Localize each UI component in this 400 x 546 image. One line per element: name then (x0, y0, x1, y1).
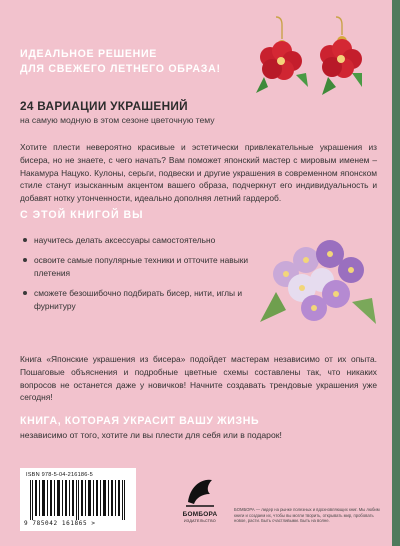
publisher-note: БОМБОРА — лидер на рынке полезных и вдохновляющих книг. Мы любим книги и создаем их, чтобы вы могли творить, открывать мир, пробовать новое, расти. Быть счастливыми. Быть на волне. (234, 507, 380, 524)
headline-line-2: ДЛЯ СВЕЖЕГО ЛЕТНЕГО ОБРАЗА! (20, 62, 221, 75)
final-title: КНИГА, КОТОРАЯ УКРАСИТ ВАШУ ЖИЗНЬ (20, 415, 260, 427)
benefit-text: сможете безошибочно подбирать бисер, нити, иглы и фурнитуру (34, 288, 243, 311)
variations-subtitle: на самую модную в этом сезоне цветочную тему (20, 115, 215, 125)
bombora-logo-icon (180, 472, 220, 512)
publisher-name: БОМБОРА (182, 511, 218, 518)
headline-line-1: ИДЕАЛЬНОЕ РЕШЕНИЕ (20, 48, 158, 60)
bullet-icon (23, 291, 27, 295)
barcode-bars-icon (30, 480, 126, 520)
benefit-text: научитесь делать аксессуары самостоятельно (34, 235, 216, 245)
bullet-icon (23, 238, 27, 242)
benefits-list (20, 234, 260, 320)
bullet-icon (23, 258, 27, 262)
isbn-label: ISBN 978-5-04-216186-5 (26, 472, 93, 478)
book-spine-edge (392, 0, 400, 546)
description-paragraph: Книга «Японские украшения из бисера» подойдет мастерам независимо от их опыта. Пошаговые объяснения и подробные цветные схемы составлены так, что никаких вопросов не останется даже у новичков! Начните создавать трендовые украшения уже сегодня! (20, 354, 377, 403)
red-flower-earrings-image (246, 15, 366, 115)
barcode-digits: 9 785042 161865 > (24, 520, 96, 527)
intro-paragraph: Хотите плести невероятно красивые и эстетически привлекательные украшения из бисера, но не знаете, с чего начать? Вам поможет японский мастер с мировым именем – Накамура Нацуко. Кулоны, серьги, подвески и другие украшения в современном японском стиле станут изысканным акцентом вашего образа, подчеркнут его индивидуальность и добавят нотку утонченности, идеально дополняя летний гардероб. (20, 142, 377, 204)
benefit-item (20, 287, 260, 312)
benefit-text: освоите самые популярные техники и отточите навыки плетения (34, 255, 249, 278)
benefit-item (20, 254, 260, 279)
benefit-item (20, 234, 260, 246)
purple-beaded-flowers-image (256, 232, 382, 342)
with-book-title: С ЭТОЙ КНИГОЙ ВЫ (20, 209, 144, 221)
final-subtitle: независимо от того, хотите ли вы плести для себя или в подарок! (20, 430, 282, 440)
publisher-tagline: ИЗДАТЕЛЬСТВО (184, 519, 216, 523)
main-headline (20, 47, 221, 76)
barcode (20, 468, 136, 531)
variations-title: 24 ВАРИАЦИИ УКРАШЕНИЙ (20, 99, 188, 113)
